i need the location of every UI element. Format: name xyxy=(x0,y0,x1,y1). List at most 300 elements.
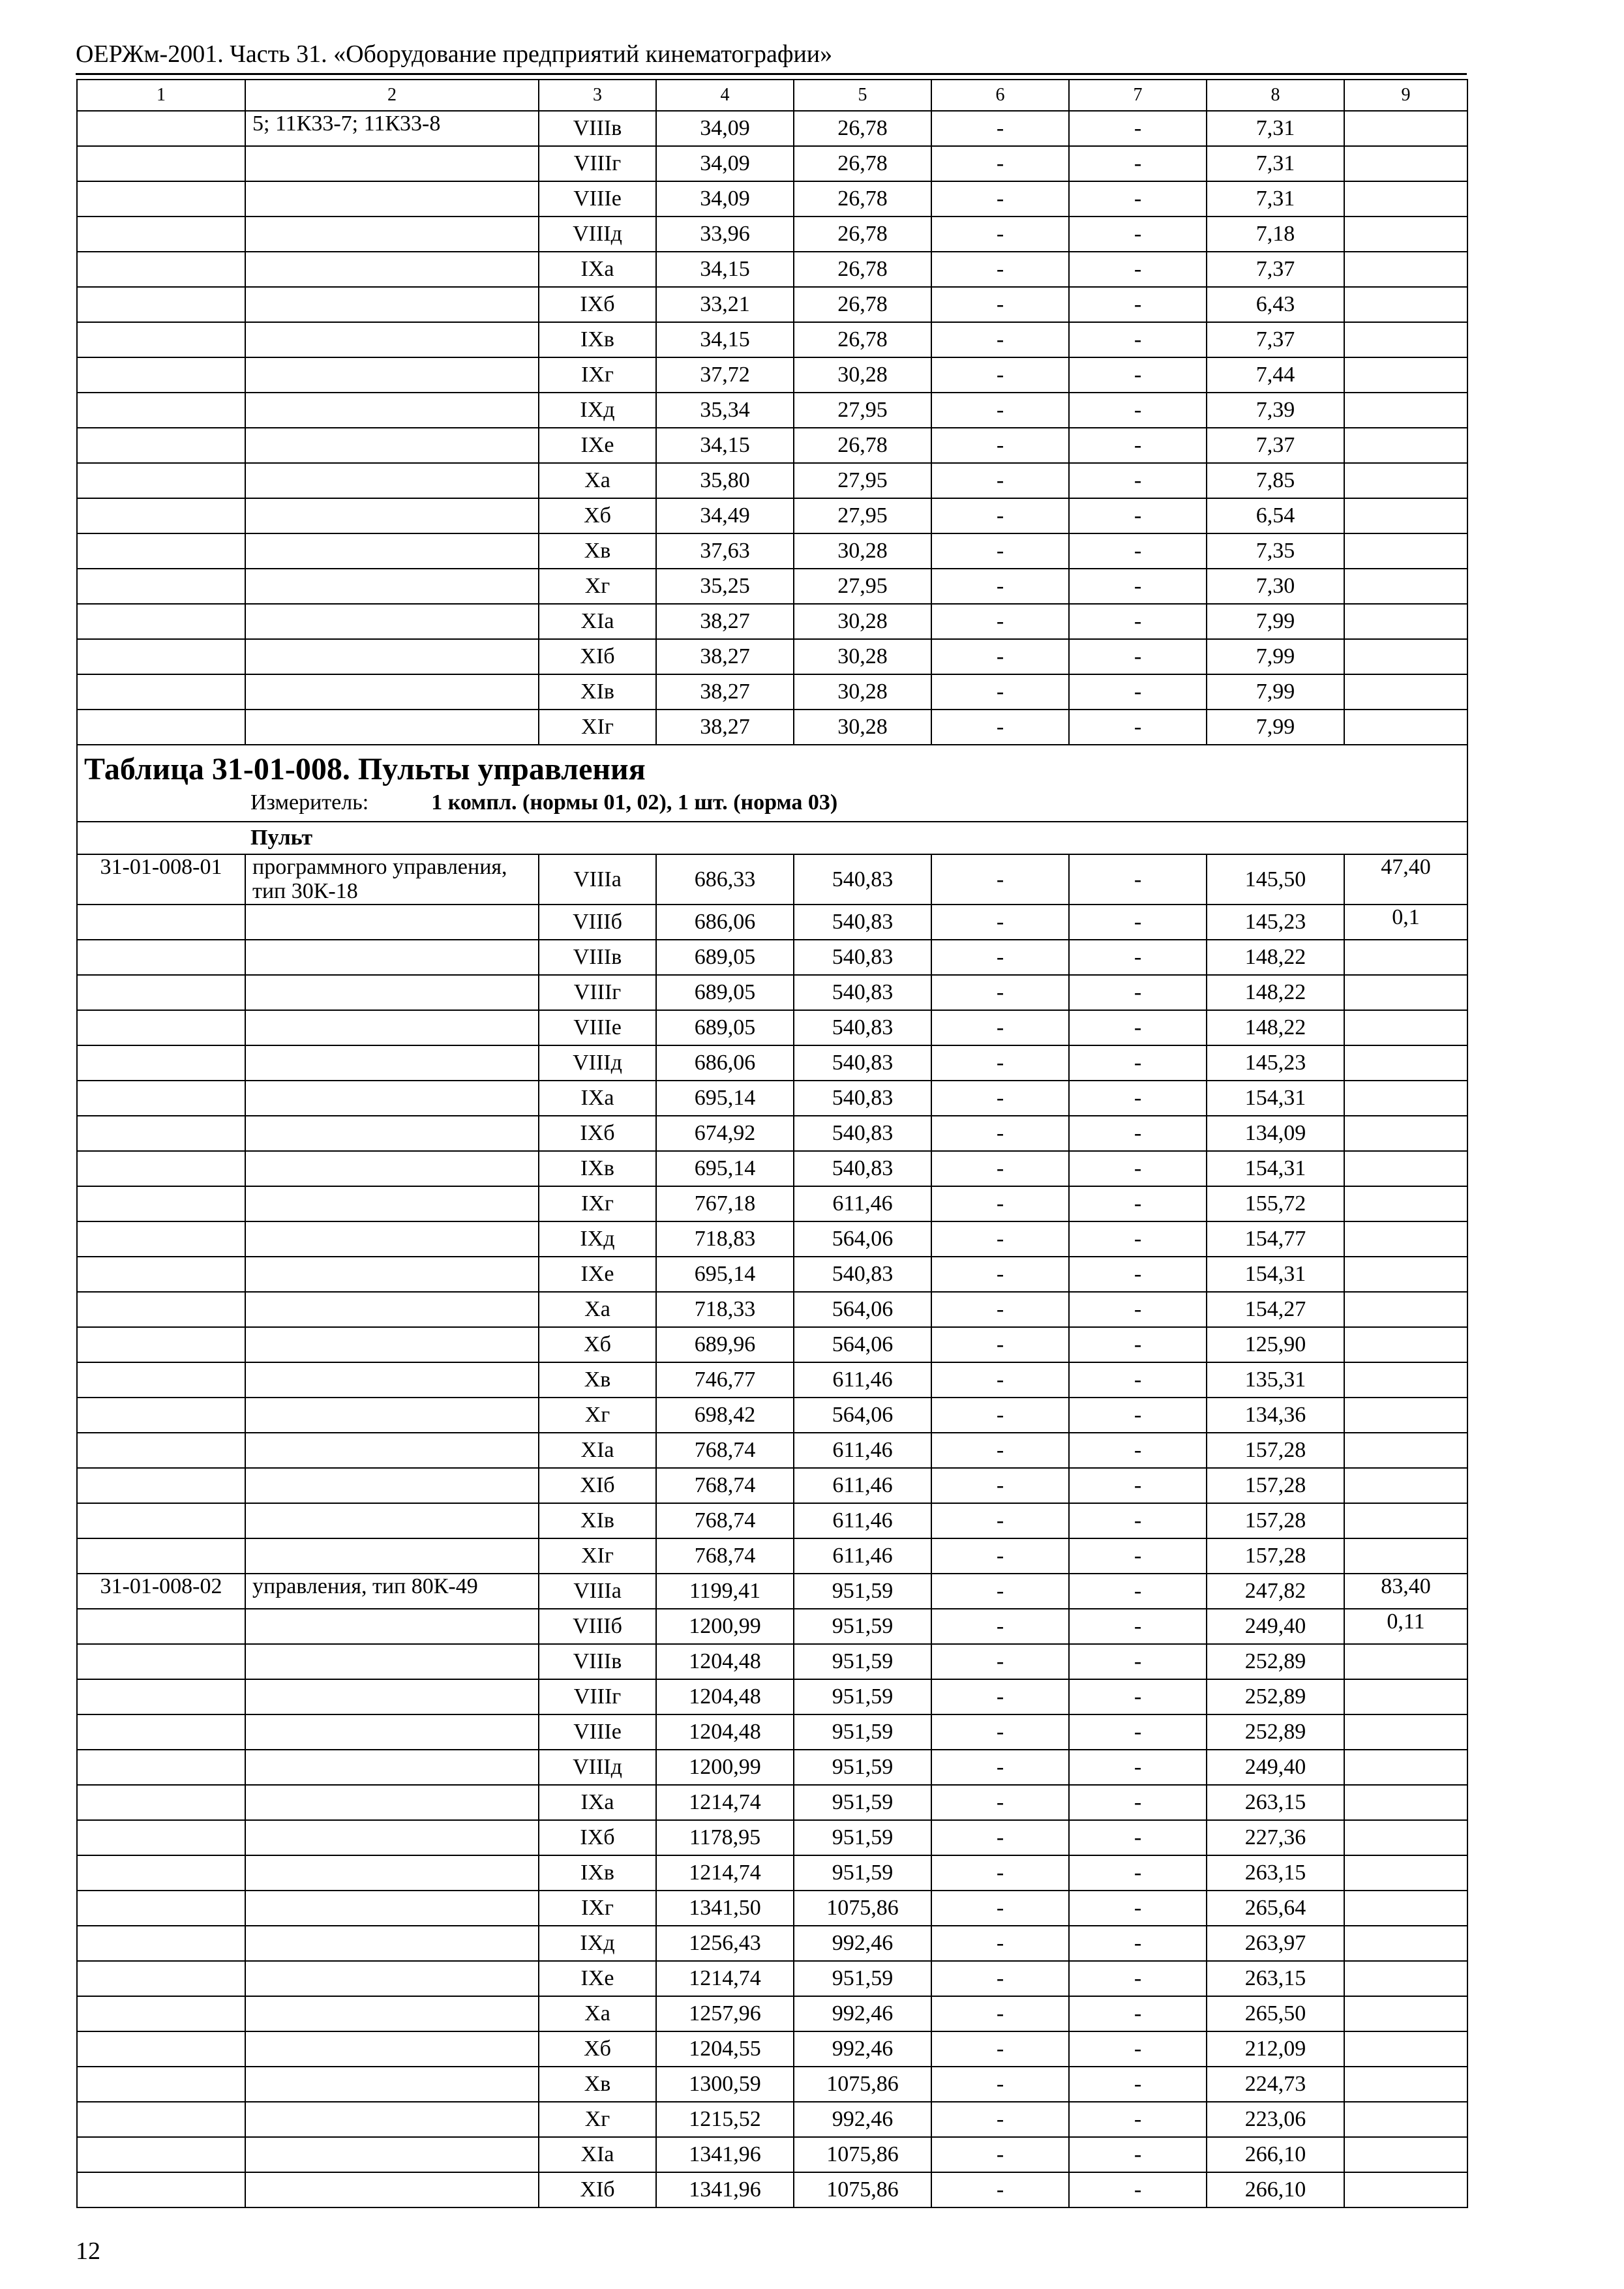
norm-code-cell xyxy=(77,533,245,569)
table-row xyxy=(77,1186,1467,1221)
cell-col-3: XIа xyxy=(539,2137,656,2172)
norm-code-cell xyxy=(77,2031,245,2067)
table-row xyxy=(77,1891,1467,1926)
col9-cell xyxy=(1344,1644,1467,1679)
cell-col-8: 7,37 xyxy=(1207,252,1344,287)
cell-col-7: - xyxy=(1069,146,1207,181)
table-row xyxy=(77,1996,1467,2031)
cell-col-3: VIIIг xyxy=(539,1679,656,1714)
equipment-name-cell xyxy=(245,2172,539,2207)
table-row xyxy=(77,2172,1467,2207)
cell-col-6: - xyxy=(931,1996,1069,2031)
col9-value: 0,11 xyxy=(1344,1609,1467,1644)
cell-col-3: IXе xyxy=(539,428,656,463)
table-row xyxy=(77,322,1467,357)
cell-col-5: 540,83 xyxy=(794,1151,931,1186)
cell-col-6: - xyxy=(931,1257,1069,1292)
cell-col-6: - xyxy=(931,1398,1069,1433)
equipment-name-cell xyxy=(245,940,539,975)
equipment-name-cell xyxy=(245,1785,539,1820)
table-row xyxy=(77,463,1467,498)
equipment-name-cell xyxy=(245,1045,539,1081)
norm-code-cell xyxy=(77,2067,245,2102)
cell-col-3: Xг xyxy=(539,1398,656,1433)
cell-col-6: - xyxy=(931,940,1069,975)
cell-col-4: 689,05 xyxy=(656,940,794,975)
cell-col-3: VIIIг xyxy=(539,146,656,181)
norm-code-cell xyxy=(77,287,245,322)
cell-col-3: IXб xyxy=(539,1820,656,1855)
cell-col-6: - xyxy=(931,217,1069,252)
cell-col-8: 154,31 xyxy=(1207,1081,1344,1116)
cell-col-4: 1200,99 xyxy=(656,1609,794,1644)
table-row xyxy=(77,1327,1467,1362)
cell-col-8: 7,31 xyxy=(1207,111,1344,146)
cell-col-4: 689,05 xyxy=(656,1010,794,1045)
col9-cell xyxy=(1344,1785,1467,1820)
cell-col-6: - xyxy=(931,1468,1069,1503)
table-row xyxy=(77,2137,1467,2172)
norm-code-cell xyxy=(77,1327,245,1362)
equipment-name-cell xyxy=(245,975,539,1010)
norm-code-cell xyxy=(77,569,245,604)
cell-col-6: - xyxy=(931,1081,1069,1116)
norm-code-cell xyxy=(77,357,245,393)
cell-col-3: VIIIд xyxy=(539,1750,656,1785)
equipment-name-cell xyxy=(245,357,539,393)
cell-col-8: 148,22 xyxy=(1207,1010,1344,1045)
cell-col-3: IXб xyxy=(539,287,656,322)
cell-col-6: - xyxy=(931,710,1069,745)
cell-col-7: - xyxy=(1069,1609,1207,1644)
table-row xyxy=(77,639,1467,674)
table-row xyxy=(77,111,1467,146)
table-row xyxy=(77,2067,1467,2102)
norm-code: 31-01-008-01 xyxy=(77,854,245,905)
cell-col-4: 1204,48 xyxy=(656,1679,794,1714)
cell-col-5: 564,06 xyxy=(794,1221,931,1257)
norm-code-cell xyxy=(77,1221,245,1257)
cell-col-4: 1341,96 xyxy=(656,2137,794,2172)
table-title: Таблица 31-01-008. Пульты управления xyxy=(84,752,646,786)
cell-col-7: - xyxy=(1069,1327,1207,1362)
cell-col-4: 1199,41 xyxy=(656,1574,794,1609)
table-row xyxy=(77,1468,1467,1503)
cell-col-3: IXг xyxy=(539,357,656,393)
table-row xyxy=(77,146,1467,181)
cell-col-5: 30,28 xyxy=(794,710,931,745)
cell-col-5: 30,28 xyxy=(794,604,931,639)
norm-code-cell xyxy=(77,1538,245,1574)
cell-col-3: IXа xyxy=(539,252,656,287)
equipment-name-cell xyxy=(245,2102,539,2137)
cell-col-6: - xyxy=(931,1362,1069,1398)
table-row xyxy=(77,181,1467,217)
cell-col-8: 154,27 xyxy=(1207,1292,1344,1327)
cell-col-6: - xyxy=(931,2031,1069,2067)
cell-col-3: IXг xyxy=(539,1891,656,1926)
cell-col-6: - xyxy=(931,322,1069,357)
cell-col-5: 611,46 xyxy=(794,1186,931,1221)
col9-cell xyxy=(1344,1538,1467,1574)
norm-code xyxy=(77,111,245,146)
col9-cell xyxy=(1344,1010,1467,1045)
cell-col-5: 26,78 xyxy=(794,217,931,252)
col9-cell xyxy=(1344,322,1467,357)
equipment-name-cell xyxy=(245,181,539,217)
cell-col-6: - xyxy=(931,854,1069,905)
cell-col-8: 263,15 xyxy=(1207,1785,1344,1820)
cell-col-3: Xа xyxy=(539,1292,656,1327)
col9-cell xyxy=(1344,217,1467,252)
cell-col-8: 266,10 xyxy=(1207,2172,1344,2207)
table-row xyxy=(77,287,1467,322)
col9-cell xyxy=(1344,1257,1467,1292)
cell-col-4: 746,77 xyxy=(656,1362,794,1398)
table-row xyxy=(77,1010,1467,1045)
cell-col-5: 1075,86 xyxy=(794,2137,931,2172)
cell-col-5: 540,83 xyxy=(794,1081,931,1116)
cell-col-6: - xyxy=(931,674,1069,710)
cell-col-7: - xyxy=(1069,2102,1207,2137)
cell-col-6: - xyxy=(931,1820,1069,1855)
cell-col-6: - xyxy=(931,1644,1069,1679)
col9-cell xyxy=(1344,1855,1467,1891)
table-row xyxy=(77,1257,1467,1292)
equipment-name-cell xyxy=(245,1292,539,1327)
equipment-name-cell xyxy=(245,1116,539,1151)
cell-col-4: 695,14 xyxy=(656,1081,794,1116)
cell-col-8: 247,82 xyxy=(1207,1574,1344,1609)
cell-col-8: 7,44 xyxy=(1207,357,1344,393)
norm-code-cell xyxy=(77,1996,245,2031)
col9-cell xyxy=(1344,357,1467,393)
norm-code-cell xyxy=(77,1785,245,1820)
cell-col-3: VIIIв xyxy=(539,940,656,975)
cell-col-8: 145,23 xyxy=(1207,1045,1344,1081)
equipment-name-cell xyxy=(245,1257,539,1292)
cell-col-7: - xyxy=(1069,1398,1207,1433)
cell-col-5: 951,59 xyxy=(794,1714,931,1750)
cell-col-8: 145,50 xyxy=(1207,854,1344,905)
cell-col-3: IXе xyxy=(539,1257,656,1292)
cell-col-5: 26,78 xyxy=(794,287,931,322)
cell-col-3: XIб xyxy=(539,1468,656,1503)
cell-col-7: - xyxy=(1069,2137,1207,2172)
cell-col-8: 155,72 xyxy=(1207,1186,1344,1221)
cell-col-3: VIIIд xyxy=(539,217,656,252)
cell-col-3: Xб xyxy=(539,1327,656,1362)
cell-col-4: 698,42 xyxy=(656,1398,794,1433)
col9-cell xyxy=(1344,604,1467,639)
table-row xyxy=(77,2031,1467,2067)
cell-col-3: IXб xyxy=(539,1116,656,1151)
cell-col-8: 7,31 xyxy=(1207,181,1344,217)
norm-code-cell xyxy=(77,1820,245,1855)
col9-cell xyxy=(1344,1468,1467,1503)
table-row xyxy=(77,1855,1467,1891)
col9-cell xyxy=(1344,1327,1467,1362)
cell-col-7: - xyxy=(1069,905,1207,940)
subtitle-row xyxy=(77,822,1467,854)
cell-col-3: XIг xyxy=(539,710,656,745)
cell-col-3: IXв xyxy=(539,1855,656,1891)
cell-col-4: 768,74 xyxy=(656,1468,794,1503)
cell-col-8: 263,15 xyxy=(1207,1855,1344,1891)
cell-col-5: 1075,86 xyxy=(794,1891,931,1926)
norm-code-cell xyxy=(77,1081,245,1116)
cell-col-7: - xyxy=(1069,1257,1207,1292)
norm-code-cell xyxy=(77,1714,245,1750)
cell-col-3: IXв xyxy=(539,1151,656,1186)
cell-col-3: Xг xyxy=(539,2102,656,2137)
cell-col-3: Xв xyxy=(539,533,656,569)
norms-table xyxy=(76,79,1468,2208)
cell-col-6: - xyxy=(931,569,1069,604)
cell-col-4: 38,27 xyxy=(656,674,794,710)
equipment-name-cell xyxy=(245,710,539,745)
cell-col-4: 33,96 xyxy=(656,217,794,252)
col9-cell xyxy=(1344,710,1467,745)
cell-col-5: 951,59 xyxy=(794,1679,931,1714)
cell-col-8: 154,77 xyxy=(1207,1221,1344,1257)
cell-col-4: 38,27 xyxy=(656,710,794,745)
cell-col-5: 540,83 xyxy=(794,1045,931,1081)
cell-col-6: - xyxy=(931,1891,1069,1926)
section-subtitle: Пульт xyxy=(250,826,313,850)
norm-code-cell xyxy=(77,1045,245,1081)
equipment-name-cell xyxy=(245,1433,539,1468)
equipment-name-cell xyxy=(245,1644,539,1679)
table-row xyxy=(77,498,1467,533)
col9-cell xyxy=(1344,2102,1467,2137)
col9-cell xyxy=(1344,1750,1467,1785)
cell-col-6: - xyxy=(931,905,1069,940)
cell-col-3: IXд xyxy=(539,393,656,428)
cell-col-4: 1341,50 xyxy=(656,1891,794,1926)
table-row xyxy=(77,1679,1467,1714)
cell-col-5: 540,83 xyxy=(794,940,931,975)
cell-col-3: VIIIа xyxy=(539,854,656,905)
cell-col-7: - xyxy=(1069,1045,1207,1081)
col9-value: 47,40 xyxy=(1344,854,1467,905)
cell-col-8: 249,40 xyxy=(1207,1750,1344,1785)
cell-col-7: - xyxy=(1069,1538,1207,1574)
norm-code-cell xyxy=(77,2102,245,2137)
cell-col-8: 227,36 xyxy=(1207,1820,1344,1855)
cell-col-8: 134,09 xyxy=(1207,1116,1344,1151)
column-number: 6 xyxy=(931,80,1069,111)
cell-col-3: Xв xyxy=(539,1362,656,1398)
table-row xyxy=(77,1714,1467,1750)
cell-col-4: 38,27 xyxy=(656,639,794,674)
cell-col-7: - xyxy=(1069,1186,1207,1221)
cell-col-7: - xyxy=(1069,2172,1207,2207)
cell-col-4: 686,33 xyxy=(656,854,794,905)
table-row xyxy=(77,393,1467,428)
norm-code-cell xyxy=(77,1609,245,1644)
cell-col-7: - xyxy=(1069,1750,1207,1785)
header-rule xyxy=(76,73,1467,75)
norm-code-cell xyxy=(77,1151,245,1186)
table-row xyxy=(77,1116,1467,1151)
cell-col-3: IXа xyxy=(539,1785,656,1820)
cell-col-6: - xyxy=(931,181,1069,217)
norm-code-cell xyxy=(77,1855,245,1891)
cell-col-8: 7,37 xyxy=(1207,428,1344,463)
cell-col-6: - xyxy=(931,1327,1069,1362)
table-row xyxy=(77,710,1467,745)
col9-cell xyxy=(1344,639,1467,674)
cell-col-3: XIб xyxy=(539,639,656,674)
cell-col-3: XIб xyxy=(539,2172,656,2207)
norm-code-cell xyxy=(77,1398,245,1433)
cell-col-5: 564,06 xyxy=(794,1327,931,1362)
equipment-name-cell xyxy=(245,428,539,463)
cell-col-8: 265,64 xyxy=(1207,1891,1344,1926)
cell-col-7: - xyxy=(1069,1996,1207,2031)
col9-cell xyxy=(1344,1151,1467,1186)
cell-col-7: - xyxy=(1069,1292,1207,1327)
table-row xyxy=(77,1574,1467,1609)
cell-col-7: - xyxy=(1069,975,1207,1010)
norm-code-cell xyxy=(77,428,245,463)
table-row xyxy=(77,674,1467,710)
col9-cell xyxy=(1344,1714,1467,1750)
cell-col-4: 1178,95 xyxy=(656,1820,794,1855)
table-row xyxy=(77,2102,1467,2137)
equipment-name-cell xyxy=(245,1503,539,1538)
column-number: 7 xyxy=(1069,80,1207,111)
equipment-name-cell xyxy=(245,322,539,357)
cell-col-8: 157,28 xyxy=(1207,1503,1344,1538)
cell-col-4: 35,25 xyxy=(656,569,794,604)
cell-col-7: - xyxy=(1069,2031,1207,2067)
cell-col-3: Xа xyxy=(539,463,656,498)
cell-col-5: 611,46 xyxy=(794,1433,931,1468)
norm-code-cell xyxy=(77,905,245,940)
cell-col-6: - xyxy=(931,1116,1069,1151)
cell-col-7: - xyxy=(1069,710,1207,745)
table-row xyxy=(77,217,1467,252)
cell-col-5: 26,78 xyxy=(794,111,931,146)
equipment-name-cell xyxy=(245,1926,539,1961)
cell-col-4: 767,18 xyxy=(656,1186,794,1221)
equipment-name: программного управления, тип 30К-18 xyxy=(245,854,539,905)
cell-col-7: - xyxy=(1069,1891,1207,1926)
cell-col-4: 695,14 xyxy=(656,1151,794,1186)
cell-col-5: 992,46 xyxy=(794,2031,931,2067)
table-row xyxy=(77,428,1467,463)
equipment-name-cell xyxy=(245,287,539,322)
table-row xyxy=(77,1750,1467,1785)
norm-code-cell xyxy=(77,639,245,674)
col9-cell xyxy=(1344,674,1467,710)
equipment-name-cell xyxy=(245,463,539,498)
norm-code-cell xyxy=(77,1891,245,1926)
equipment-name-cell xyxy=(245,1750,539,1785)
cell-col-5: 27,95 xyxy=(794,498,931,533)
equipment-name-cell xyxy=(245,1327,539,1362)
cell-col-5: 611,46 xyxy=(794,1468,931,1503)
cell-col-3: Xв xyxy=(539,2067,656,2102)
cell-col-8: 6,43 xyxy=(1207,287,1344,322)
cell-col-8: 7,37 xyxy=(1207,322,1344,357)
cell-col-7: - xyxy=(1069,1503,1207,1538)
col9-cell xyxy=(1344,975,1467,1010)
cell-col-4: 768,74 xyxy=(656,1433,794,1468)
cell-col-8: 7,85 xyxy=(1207,463,1344,498)
equipment-name-cell xyxy=(245,2031,539,2067)
cell-col-6: - xyxy=(931,2067,1069,2102)
cell-col-3: IXа xyxy=(539,1081,656,1116)
cell-col-6: - xyxy=(931,463,1069,498)
norm-code-cell xyxy=(77,1926,245,1961)
norm-code-cell xyxy=(77,498,245,533)
table-row xyxy=(77,252,1467,287)
cell-col-7: - xyxy=(1069,533,1207,569)
equipment-name-cell xyxy=(245,1081,539,1116)
cell-col-3: VIIIе xyxy=(539,181,656,217)
equipment-name-cell xyxy=(245,1891,539,1926)
measure-value: 1 компл. (нормы 01, 02), 1 шт. (норма 03) xyxy=(431,790,838,815)
section-title-row xyxy=(77,745,1467,822)
cell-col-4: 689,96 xyxy=(656,1327,794,1362)
equipment-name-cell xyxy=(245,1468,539,1503)
cell-col-7: - xyxy=(1069,322,1207,357)
cell-col-4: 37,63 xyxy=(656,533,794,569)
col9-cell xyxy=(1344,1362,1467,1398)
cell-col-7: - xyxy=(1069,569,1207,604)
cell-col-6: - xyxy=(931,252,1069,287)
cell-col-6: - xyxy=(931,1855,1069,1891)
table-row xyxy=(77,905,1467,940)
cell-col-3: VIIIе xyxy=(539,1010,656,1045)
norm-code-cell xyxy=(77,217,245,252)
col9-cell xyxy=(1344,111,1467,146)
cell-col-6: - xyxy=(931,428,1069,463)
cell-col-4: 1215,52 xyxy=(656,2102,794,2137)
norm-code-cell xyxy=(77,1186,245,1221)
table-row xyxy=(77,975,1467,1010)
cell-col-8: 7,99 xyxy=(1207,674,1344,710)
cell-col-6: - xyxy=(931,1574,1069,1609)
column-number: 2 xyxy=(245,80,539,111)
col9-cell xyxy=(1344,1433,1467,1468)
subtitle-cell xyxy=(77,822,1467,854)
cell-col-5: 540,83 xyxy=(794,1010,931,1045)
table-row xyxy=(77,604,1467,639)
equipment-name-cell xyxy=(245,2137,539,2172)
norm-code-cell xyxy=(77,393,245,428)
column-number: 4 xyxy=(656,80,794,111)
norm-code-cell xyxy=(77,1257,245,1292)
cell-col-4: 689,05 xyxy=(656,975,794,1010)
cell-col-7: - xyxy=(1069,111,1207,146)
cell-col-8: 154,31 xyxy=(1207,1151,1344,1186)
cell-col-3: VIIIб xyxy=(539,905,656,940)
cell-col-3: VIIIа xyxy=(539,1574,656,1609)
cell-col-6: - xyxy=(931,393,1069,428)
table-row xyxy=(77,1081,1467,1116)
cell-col-7: - xyxy=(1069,1714,1207,1750)
cell-col-3: IXд xyxy=(539,1221,656,1257)
equipment-name-cell xyxy=(245,2067,539,2102)
cell-col-3: Xг xyxy=(539,569,656,604)
cell-col-6: - xyxy=(931,1010,1069,1045)
cell-col-5: 951,59 xyxy=(794,1609,931,1644)
cell-col-4: 1257,96 xyxy=(656,1996,794,2031)
